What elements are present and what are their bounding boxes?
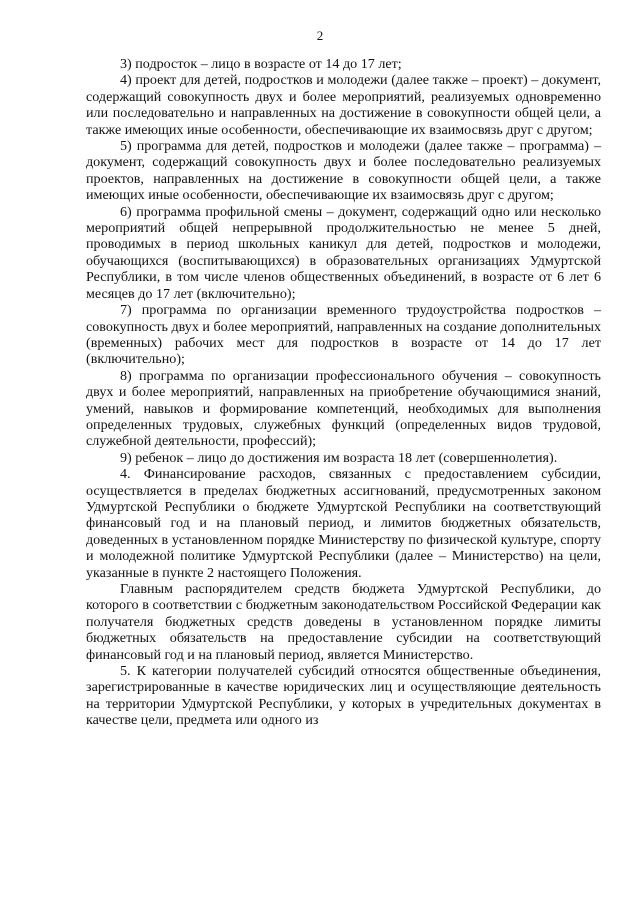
- paragraph-item-3: 3) подросток – лицо в возрасте от 14 до 17 лет;: [120, 56, 402, 72]
- paragraph-item-5: 5) программа для детей, подростков и молодежи (далее также – программа) – документ, содержащий совокупность двух и более последовательно реализуемых проектов, направленных на достижение в совокупности общей цели, а также имеющих иные особенности, обеспечивающие их взаимосвязь друг с другом;: [86, 138, 601, 204]
- paragraph-item-4: 4) проект для детей, подростков и молодежи (далее также – проект) – документ, содержащий совокупность двух и более мероприятий, реализуемых одновременно или последовательно и направленных на достижение в совокупности общей цели, а также имеющих иные особенности, обеспечивающие их взаимосвязь друг с другом;: [86, 72, 601, 138]
- paragraph-financing: 4. Финансирование расходов, связанных с предоставлением субсидии, осуществляется в пределах бюджетных ассигнований, предусмотренных законом Удмуртской Республики о бюджете Удмуртской Республики на соответствующий финансовый год и на плановый период, и лимитов бюджетных обязательств, доведенных в установленном порядке Министерству по физической культуре, спорту и молодежной политике Удмуртской Республики (далее – Министерство) на цели, указанные в пункте 2 настоящего Положения.: [86, 466, 601, 581]
- paragraph-chief-administrator: Главным распорядителем средств бюджета Удмуртской Республики, до которого в соответствии с бюджетным законодательством Российской Федерации как получателя бюджетных средств доведены в установленном порядке лимиты бюджетных обязательств на предоставление субсидии на соответствующий финансовый год и на плановый период, является Министерство.: [86, 581, 601, 663]
- page-number: 2: [316, 28, 324, 43]
- document-body: [86, 56, 601, 729]
- paragraph-item-8: 8) программа по организации профессионального обучения – совокупность двух и более мероприятий, направленных на приобретение обучающимися знаний, умений, навыков и формирование компетенций, необходимых для выполнения определенных трудовых, служебных функций (определенных видов трудовой, служебной деятельности, профессий);: [86, 367, 601, 450]
- paragraph-recipients: 5. К категории получателей субсидий относятся общественные объединения, зарегистрированные в качестве юридических лиц и осуществляющие деятельность на территории Удмуртской Республики, у которых в учредительных документах в качестве цели, предмета или одного из: [86, 663, 601, 729]
- paragraph-item-9: 9) ребенок – лицо до достижения им возраста 18 лет (совершеннолетия).: [120, 449, 558, 466]
- paragraph-item-7: 7) программа по организации временного трудоустройства подростков – совокупность двух и более мероприятий, направленных на создание дополнительных (временных) рабочих мест для подростков в возрасте от 14 до 17 лет (включительно);: [86, 302, 601, 368]
- paragraph-item-6: 6) программа профильной смены – документ, содержащий одно или несколько мероприятий общей непрерывной продолжительностью не менее 5 дней, проводимых в период школьных каникул для детей, подростков и молодежи, обучающихся (воспитывающихся) в образовательных организациях Удмуртской Республики, в том числе членов общественных объединений, в возрасте от 6 лет 6 месяцев до 17 лет (включительно);: [86, 203, 601, 302]
